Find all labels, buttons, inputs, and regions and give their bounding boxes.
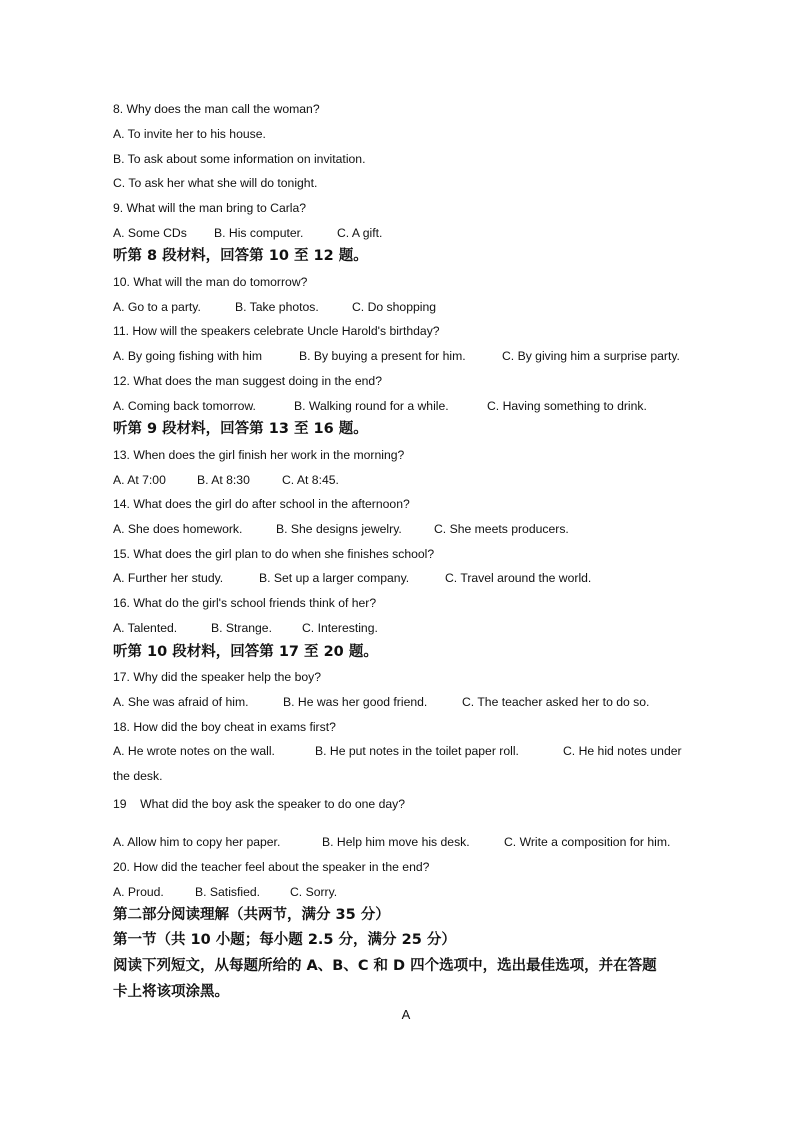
q18-option-b: B. He put notes in the toilet paper roll.	[315, 744, 519, 758]
q17-option-b: B. He was her good friend.	[283, 695, 428, 709]
q9-options	[113, 225, 382, 241]
q16-option-a: A. Talented.	[113, 621, 178, 635]
section-10-heading: 听第 10 段材料，回答第 17 至 20 题。	[113, 644, 378, 660]
question-17: 17. Why did the speaker help the boy?	[113, 670, 321, 684]
question-13: 13. When does the girl finish her work in the morning?	[113, 448, 405, 462]
question-19: 19 What did the boy ask the speaker to do one day?	[113, 797, 406, 811]
instruction-line-2: 卡上将该项涂黑。	[113, 984, 229, 1000]
q20-option-a: A. Proud.	[113, 885, 164, 899]
q13-options	[113, 472, 339, 488]
q14-option-b: B. She designs jewelry.	[276, 522, 402, 536]
question-8: 8. Why does the man call the woman?	[113, 102, 320, 116]
question-15: 15. What does the girl plan to do when she finishes school?	[113, 547, 435, 561]
part-2-title: 第二部分阅读理解（共两节，满分 35 分）	[113, 907, 390, 923]
q12-option-a: A. Coming back tomorrow.	[113, 399, 256, 413]
q12-options	[113, 398, 647, 414]
q10-option-b: B. Take photos.	[235, 300, 319, 314]
q8-option-a: A. To invite her to his house.	[113, 127, 266, 141]
q15-options	[113, 570, 591, 586]
q11-options	[113, 348, 680, 364]
q19-options	[113, 834, 670, 850]
q13-option-c: C. At 8:45.	[282, 473, 339, 487]
q10-option-a: A. Go to a party.	[113, 300, 201, 314]
q18-options	[113, 743, 682, 759]
q11-option-b: B. By buying a present for him.	[299, 349, 466, 363]
q19-option-b: B. Help him move his desk.	[322, 835, 470, 849]
question-9: 9. What will the man bring to Carla?	[113, 201, 307, 215]
question-10: 10. What will the man do tomorrow?	[113, 275, 308, 289]
section-9-heading: 听第 9 段材料，回答第 13 至 16 题。	[113, 421, 368, 437]
q9-option-a: A. Some CDs	[113, 226, 187, 240]
section-1-title: 第一节（共 10 小题；每小题 2.5 分，满分 25 分）	[113, 932, 456, 948]
question-14: 14. What does the girl do after school in the afternoon?	[113, 497, 410, 511]
q18-option-c: C. He hid notes under	[563, 744, 682, 758]
q20-option-b: B. Satisfied.	[195, 885, 261, 899]
q16-option-c: C. Interesting.	[302, 621, 378, 635]
q15-option-a: A. Further her study.	[113, 571, 224, 585]
q19-option-c: C. Write a composition for him.	[504, 835, 671, 849]
q12-option-b: B. Walking round for a while.	[294, 399, 449, 413]
q11-option-c: C. By giving him a surprise party.	[502, 349, 680, 363]
q14-option-c: C. She meets producers.	[434, 522, 569, 536]
q14-options	[113, 521, 569, 537]
section-8-heading: 听第 8 段材料，回答第 10 至 12 题。	[113, 248, 368, 264]
q19-option-a: A. Allow him to copy her paper.	[113, 835, 281, 849]
q13-option-b: B. At 8:30	[197, 473, 250, 487]
question-11: 11. How will the speakers celebrate Uncle Harold's birthday?	[113, 324, 440, 338]
q17-options	[113, 694, 649, 710]
passage-label: A	[401, 1007, 411, 1022]
q16-options	[113, 620, 378, 636]
q15-option-c: C. Travel around the world.	[445, 571, 592, 585]
q15-option-b: B. Set up a larger company.	[259, 571, 410, 585]
question-16: 16. What do the girl's school friends think of her?	[113, 596, 377, 610]
q11-option-a: A. By going fishing with him	[113, 349, 263, 363]
q10-option-c: C. Do shopping	[352, 300, 437, 314]
question-20: 20. How did the teacher feel about the speaker in the end?	[113, 860, 430, 874]
q10-options	[113, 299, 436, 315]
q12-option-c: C. Having something to drink.	[487, 399, 647, 413]
q20-options	[113, 884, 337, 900]
q8-option-c: C. To ask her what she will do tonight.	[113, 176, 318, 190]
q18-option-a: A. He wrote notes on the wall.	[113, 744, 275, 758]
instruction-line-1: 阅读下列短文，从每题所给的 A、B、C 和 D 四个选项中，选出最佳选项，并在答题	[113, 958, 657, 974]
q9-option-c: C. A gift.	[337, 226, 383, 240]
q14-option-a: A. She does homework.	[113, 522, 243, 536]
question-12: 12. What does the man suggest doing in the end?	[113, 374, 382, 388]
q16-option-b: B. Strange.	[211, 621, 272, 635]
q9-option-b: B. His computer.	[214, 226, 304, 240]
question-18: 18. How did the boy cheat in exams first?	[113, 720, 336, 734]
q8-option-b: B. To ask about some information on invitation.	[113, 152, 366, 166]
q20-option-c: C. Sorry.	[290, 885, 338, 899]
q17-option-a: A. She was afraid of him.	[113, 695, 249, 709]
q13-option-a: A. At 7:00	[113, 473, 166, 487]
q17-option-c: C. The teacher asked her to do so.	[462, 695, 650, 709]
q18-option-c-continued: the desk.	[113, 769, 163, 783]
